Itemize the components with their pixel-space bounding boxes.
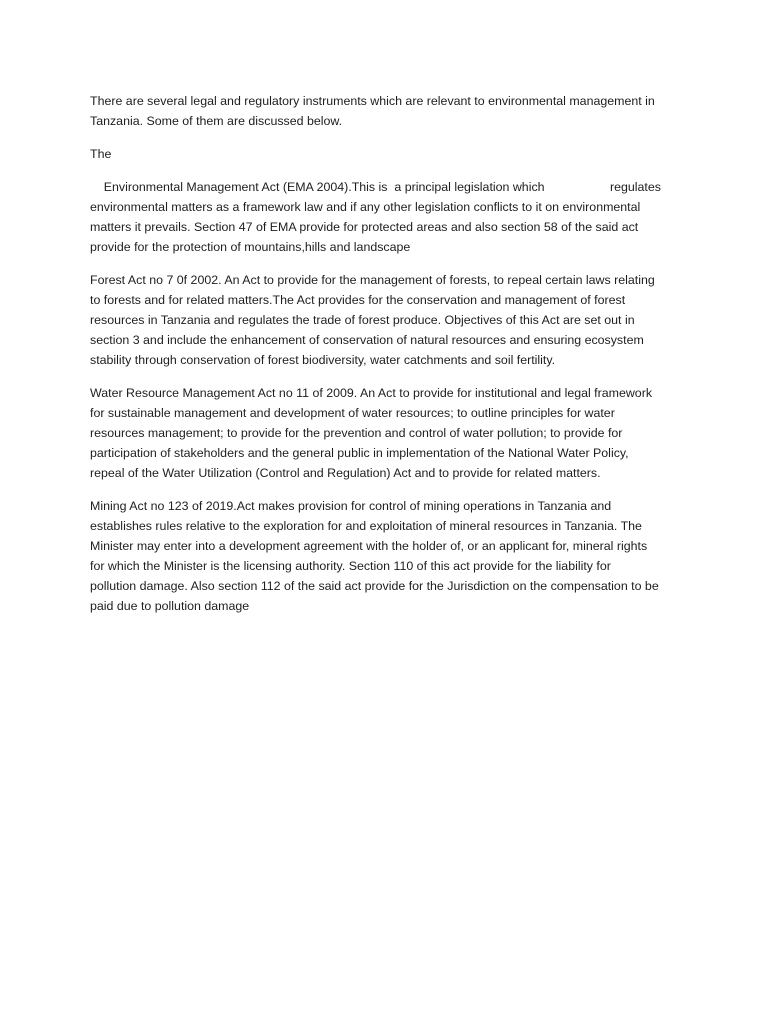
water-act-line-4: participation of stakeholders and the general public in implementation of the National Water Policy, (90, 446, 629, 460)
forest-act-line-2: to forests and for related matters.The Act provides for the conservation and management of forest (90, 293, 626, 307)
water-act-line-3: resources management; to provide for the prevention and control of water pollution; to provide for (90, 426, 623, 440)
water-act-line-5: repeal of the Water Utilization (Control and Regulation) Act and to provide for related matters. (90, 466, 601, 480)
forest-act-line-1: Forest Act no 7 0f 2002. An Act to provide for the management of forests, to repeal certain laws relating (90, 273, 655, 287)
forest-act-line-5: stability through conservation of forest biodiversity, water catchments and soil fertility. (90, 353, 556, 367)
forest-act-line-4: section 3 and include the enhancement of conservation of natural resources and ensuring ecosystem (90, 333, 644, 347)
the-label-paragraph (90, 144, 682, 164)
ema-paragraph (90, 177, 682, 257)
water-act-line-2: for sustainable management and development of water resources; to outline principles for water (90, 406, 615, 420)
mining-act-line-6: paid due to pollution damage (90, 599, 250, 613)
ema-line-1: Environmental Management Act (EMA 2004).This is a principal legislation which regulates (90, 180, 661, 194)
ema-line-2: environmental matters as a framework law and if any other legislation conflicts to it on environmental (90, 200, 641, 214)
mining-act-line-5: pollution damage. Also section 112 of the said act provide for the Jurisdiction on the compensation to be (90, 579, 659, 593)
ema-line-4: provide for the protection of mountains,hills and landscape (90, 240, 411, 254)
document-body (90, 91, 682, 629)
mining-act-line-4: for which the Minister is the licensing authority. Section 110 of this act provide for the liability for (90, 559, 611, 573)
mining-act-line-1: Mining Act no 123 of 2019.Act makes provision for control of mining operations in Tanzania and (90, 499, 612, 513)
intro-line-1: There are several legal and regulatory instruments which are relevant to environmental management in (90, 94, 655, 108)
mining-act-paragraph (90, 496, 682, 616)
water-act-line-1: Water Resource Management Act no 11 of 2009. An Act to provide for institutional and legal framework (90, 386, 653, 400)
forest-act-line-3: resources in Tanzania and regulates the trade of forest produce. Objectives of this Act are set out in (90, 313, 635, 327)
intro-line-2: Tanzania. Some of them are discussed below. (90, 114, 343, 128)
forest-act-paragraph (90, 270, 682, 370)
water-act-paragraph (90, 383, 682, 483)
the-label: The (90, 147, 112, 161)
mining-act-line-3: Minister may enter into a development agreement with the holder of, or an applicant for, mineral rights (90, 539, 648, 553)
intro-paragraph (90, 91, 682, 131)
ema-line-3: matters it prevails. Section 47 of EMA provide for protected areas and also section 58 of the said act (90, 220, 639, 234)
mining-act-line-2: establishes rules relative to the exploration for and exploitation of mineral resources in Tanzania. The (90, 519, 642, 533)
